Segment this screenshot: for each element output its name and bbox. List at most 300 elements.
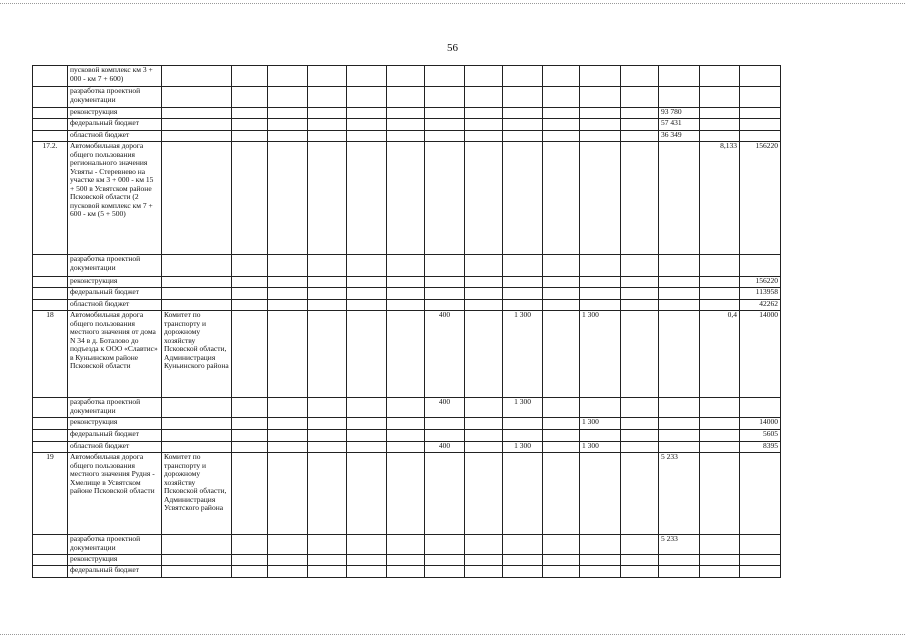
cell-empty [268, 442, 308, 453]
cell-v12 [580, 119, 621, 131]
cell-empty [465, 255, 503, 277]
cell-exec [162, 535, 232, 555]
cell-empty [621, 108, 659, 119]
cell-empty [621, 398, 659, 418]
cell-v11: 1 300 [503, 398, 543, 418]
cell-empty [465, 311, 503, 398]
cell-empty [543, 277, 580, 288]
cell-empty [387, 442, 425, 453]
cell-v11 [503, 66, 543, 87]
cell-v13 [659, 277, 700, 288]
cell-v13: 36 349 [659, 131, 700, 142]
cell-empty [543, 398, 580, 418]
cell-exec [162, 108, 232, 119]
cell-v12 [580, 131, 621, 142]
cell-v12 [580, 398, 621, 418]
cell-exec [162, 87, 232, 108]
cell-empty [621, 131, 659, 142]
cell-empty [308, 119, 347, 131]
cell-empty [387, 398, 425, 418]
cell-empty [543, 131, 580, 142]
cell-v14 [700, 418, 740, 430]
cell-v10: 400 [425, 398, 465, 418]
cell-empty [308, 566, 347, 578]
cell-empty [543, 87, 580, 108]
cell-empty [621, 119, 659, 131]
cell-name: реконструкция [68, 555, 162, 566]
cell-v10 [425, 453, 465, 535]
cell-empty [543, 535, 580, 555]
cell-v15: 113958 [740, 288, 781, 300]
cell-empty [387, 277, 425, 288]
cell-empty [308, 311, 347, 398]
cell-empty [308, 142, 347, 255]
cell-v14 [700, 566, 740, 578]
cell-v10 [425, 142, 465, 255]
cell-v13 [659, 430, 700, 442]
cell-empty [268, 277, 308, 288]
cell-empty [308, 288, 347, 300]
cell-v15: 14000 [740, 418, 781, 430]
cell-exec [162, 255, 232, 277]
cell-empty [308, 453, 347, 535]
cell-empty [347, 300, 387, 311]
cell-empty [347, 119, 387, 131]
cell-num [33, 255, 68, 277]
cell-empty [621, 453, 659, 535]
cell-exec [162, 300, 232, 311]
cell-v11: 1 300 [503, 442, 543, 453]
cell-empty [268, 300, 308, 311]
cell-v14 [700, 555, 740, 566]
table-row [33, 108, 781, 119]
cell-empty [465, 288, 503, 300]
cell-v15: 5605 [740, 430, 781, 442]
cell-empty [543, 142, 580, 255]
cell-empty [543, 442, 580, 453]
cell-empty [268, 453, 308, 535]
cell-empty [621, 300, 659, 311]
cell-num: 18 [33, 311, 68, 398]
cell-empty [308, 87, 347, 108]
cell-v13: 5 233 [659, 535, 700, 555]
cell-empty [621, 535, 659, 555]
cell-num: 19 [33, 453, 68, 535]
cell-exec [162, 566, 232, 578]
cell-num [33, 119, 68, 131]
cell-empty [347, 430, 387, 442]
cell-exec [162, 142, 232, 255]
cell-exec [162, 418, 232, 430]
cell-num [33, 66, 68, 87]
cell-exec: Комитет по транспорту и дорожному хозяйству Псковской области, Администрация Куньинского района [162, 311, 232, 398]
cell-empty [387, 566, 425, 578]
cell-empty [465, 535, 503, 555]
cell-empty [543, 255, 580, 277]
cell-v10 [425, 418, 465, 430]
cell-v15 [740, 566, 781, 578]
cell-empty [347, 255, 387, 277]
cell-empty [621, 255, 659, 277]
cell-empty [268, 311, 308, 398]
cell-name: реконструкция [68, 418, 162, 430]
cell-empty [268, 418, 308, 430]
cell-v13: 93 780 [659, 108, 700, 119]
cell-v12 [580, 66, 621, 87]
cell-empty [387, 131, 425, 142]
cell-v13 [659, 300, 700, 311]
cell-empty [543, 311, 580, 398]
cell-empty [543, 288, 580, 300]
table-row [33, 398, 781, 418]
cell-num [33, 566, 68, 578]
cell-v14 [700, 87, 740, 108]
cell-empty [621, 555, 659, 566]
cell-exec: Комитет по транспорту и дорожному хозяйству Псковской области, Администрация Усвятского района [162, 453, 232, 535]
cell-num: 17.2. [33, 142, 68, 255]
cell-empty [621, 311, 659, 398]
cell-empty [268, 131, 308, 142]
cell-empty [347, 555, 387, 566]
cell-name: Автомобильная дорога общего пользования местного значения от дома N 34 в д. Боталово до подъезда к ООО «Славтис» в Куньинском районе Псковской области [68, 311, 162, 398]
cell-empty [465, 277, 503, 288]
cell-name: областной бюджет [68, 300, 162, 311]
cell-v10: 400 [425, 442, 465, 453]
table-row [33, 311, 781, 398]
cell-empty [347, 442, 387, 453]
cell-empty [232, 535, 268, 555]
cell-v10 [425, 119, 465, 131]
cell-v15: 156220 [740, 277, 781, 288]
cell-num [33, 87, 68, 108]
cell-v13 [659, 398, 700, 418]
cell-num [33, 288, 68, 300]
cell-v12 [580, 430, 621, 442]
cell-exec [162, 119, 232, 131]
cell-v13 [659, 311, 700, 398]
cell-empty [465, 119, 503, 131]
cell-v10 [425, 131, 465, 142]
cell-v15 [740, 398, 781, 418]
cell-v15 [740, 255, 781, 277]
cell-exec [162, 398, 232, 418]
cell-empty [387, 453, 425, 535]
cell-v13 [659, 142, 700, 255]
cell-empty [232, 300, 268, 311]
cell-empty [387, 119, 425, 131]
cell-num [33, 131, 68, 142]
table-row [33, 453, 781, 535]
cell-v15 [740, 535, 781, 555]
cell-v14 [700, 288, 740, 300]
cell-empty [347, 142, 387, 255]
cell-v12 [580, 535, 621, 555]
cell-empty [387, 255, 425, 277]
cell-empty [268, 66, 308, 87]
cell-empty [232, 255, 268, 277]
cell-empty [347, 398, 387, 418]
cell-empty [268, 535, 308, 555]
cell-empty [387, 87, 425, 108]
cell-empty [621, 87, 659, 108]
cell-empty [543, 119, 580, 131]
table-row [33, 535, 781, 555]
cell-empty [268, 566, 308, 578]
cell-v14 [700, 398, 740, 418]
cell-v11 [503, 131, 543, 142]
cell-v11 [503, 418, 543, 430]
cell-v15 [740, 108, 781, 119]
table-row [33, 66, 781, 87]
cell-v15 [740, 453, 781, 535]
cell-name: разработка проектной документации [68, 255, 162, 277]
cell-v12 [580, 288, 621, 300]
cell-empty [543, 300, 580, 311]
cell-empty [465, 87, 503, 108]
cell-empty [268, 288, 308, 300]
cell-empty [232, 555, 268, 566]
cell-num [33, 300, 68, 311]
cell-v15: 156220 [740, 142, 781, 255]
cell-v12 [580, 453, 621, 535]
cell-v12 [580, 255, 621, 277]
cell-v10 [425, 555, 465, 566]
cell-empty [232, 398, 268, 418]
cell-empty [268, 398, 308, 418]
cell-num [33, 430, 68, 442]
cell-v14 [700, 535, 740, 555]
cell-empty [621, 418, 659, 430]
cell-empty [232, 442, 268, 453]
cell-v12 [580, 566, 621, 578]
cell-empty [621, 142, 659, 255]
cell-empty [387, 108, 425, 119]
cell-empty [232, 87, 268, 108]
cell-v15 [740, 555, 781, 566]
cell-v10 [425, 535, 465, 555]
cell-empty [308, 277, 347, 288]
cell-v12 [580, 555, 621, 566]
cell-empty [268, 255, 308, 277]
cell-empty [232, 66, 268, 87]
cell-v15 [740, 131, 781, 142]
cell-empty [347, 566, 387, 578]
cell-name: разработка проектной документации [68, 535, 162, 555]
cell-empty [347, 453, 387, 535]
cell-empty [387, 555, 425, 566]
cell-empty [347, 277, 387, 288]
cell-empty [387, 66, 425, 87]
cell-empty [232, 119, 268, 131]
cell-empty [308, 300, 347, 311]
cell-empty [308, 66, 347, 87]
cell-empty [465, 442, 503, 453]
cell-v12 [580, 87, 621, 108]
cell-empty [347, 418, 387, 430]
cell-empty [543, 430, 580, 442]
cell-v14: 8,133 [700, 142, 740, 255]
cell-v12: 1 300 [580, 442, 621, 453]
table-body [33, 66, 781, 578]
cell-num [33, 108, 68, 119]
cell-v10 [425, 566, 465, 578]
program-table [32, 65, 781, 578]
table-row [33, 442, 781, 453]
cell-v15: 8395 [740, 442, 781, 453]
table-row [33, 255, 781, 277]
cell-empty [621, 66, 659, 87]
cell-v13 [659, 442, 700, 453]
cell-v14 [700, 108, 740, 119]
cell-empty [268, 87, 308, 108]
cell-empty [465, 430, 503, 442]
cell-exec [162, 555, 232, 566]
cell-empty [232, 566, 268, 578]
cell-empty [347, 87, 387, 108]
cell-empty [308, 430, 347, 442]
cell-empty [232, 277, 268, 288]
cell-v10: 400 [425, 311, 465, 398]
cell-empty [308, 442, 347, 453]
cell-v14 [700, 430, 740, 442]
cell-v13 [659, 87, 700, 108]
cell-v15 [740, 66, 781, 87]
cell-v10 [425, 66, 465, 87]
cell-num [33, 277, 68, 288]
cell-empty [465, 555, 503, 566]
cell-v13 [659, 566, 700, 578]
cell-empty [308, 555, 347, 566]
cell-v12 [580, 108, 621, 119]
cell-empty [347, 535, 387, 555]
cell-name: реконструкция [68, 108, 162, 119]
cell-empty [465, 566, 503, 578]
cell-v11 [503, 430, 543, 442]
cell-v10 [425, 430, 465, 442]
cell-empty [268, 108, 308, 119]
cell-exec [162, 442, 232, 453]
cell-num [33, 555, 68, 566]
cell-v13 [659, 418, 700, 430]
cell-num [33, 535, 68, 555]
cell-empty [347, 66, 387, 87]
cell-v11 [503, 119, 543, 131]
cell-empty [465, 131, 503, 142]
cell-empty [543, 453, 580, 535]
scan-edge-bottom [0, 634, 905, 635]
cell-v11 [503, 555, 543, 566]
cell-num [33, 442, 68, 453]
cell-v11 [503, 566, 543, 578]
cell-empty [465, 66, 503, 87]
table-row [33, 131, 781, 142]
cell-name: реконструкция [68, 277, 162, 288]
cell-v15 [740, 119, 781, 131]
cell-v13: 57 431 [659, 119, 700, 131]
cell-v10 [425, 255, 465, 277]
cell-empty [621, 277, 659, 288]
table-row [33, 119, 781, 131]
cell-empty [308, 535, 347, 555]
cell-empty [347, 108, 387, 119]
cell-empty [543, 108, 580, 119]
cell-empty [465, 453, 503, 535]
cell-empty [268, 555, 308, 566]
cell-empty [543, 66, 580, 87]
cell-exec [162, 277, 232, 288]
cell-v14 [700, 300, 740, 311]
cell-name: федеральный бюджет [68, 430, 162, 442]
cell-empty [621, 566, 659, 578]
cell-empty [232, 142, 268, 255]
cell-v12: 1 300 [580, 311, 621, 398]
table-row [33, 430, 781, 442]
cell-v12: 1 300 [580, 418, 621, 430]
table-row [33, 418, 781, 430]
cell-empty [465, 142, 503, 255]
cell-v12 [580, 300, 621, 311]
cell-empty [308, 131, 347, 142]
cell-empty [308, 398, 347, 418]
cell-v14 [700, 255, 740, 277]
cell-v10 [425, 300, 465, 311]
cell-empty [268, 142, 308, 255]
cell-v13: 5 233 [659, 453, 700, 535]
cell-name: разработка проектной документации [68, 398, 162, 418]
cell-v11 [503, 277, 543, 288]
cell-v10 [425, 277, 465, 288]
cell-v15 [740, 87, 781, 108]
cell-v13 [659, 555, 700, 566]
table-row [33, 142, 781, 255]
cell-empty [465, 418, 503, 430]
page-number: 56 [447, 42, 458, 54]
cell-empty [232, 418, 268, 430]
cell-v15: 14000 [740, 311, 781, 398]
cell-empty [621, 430, 659, 442]
cell-empty [465, 300, 503, 311]
cell-empty [268, 430, 308, 442]
cell-v14 [700, 131, 740, 142]
cell-v11 [503, 453, 543, 535]
cell-v14: 0,4 [700, 311, 740, 398]
cell-v11 [503, 288, 543, 300]
cell-v11 [503, 87, 543, 108]
table-row [33, 300, 781, 311]
cell-v14 [700, 119, 740, 131]
cell-v12 [580, 142, 621, 255]
cell-num [33, 418, 68, 430]
cell-v13 [659, 288, 700, 300]
cell-name: областной бюджет [68, 131, 162, 142]
cell-v12 [580, 277, 621, 288]
cell-exec [162, 131, 232, 142]
cell-v10 [425, 288, 465, 300]
cell-empty [387, 300, 425, 311]
cell-empty [308, 418, 347, 430]
cell-empty [347, 311, 387, 398]
cell-empty [387, 430, 425, 442]
cell-v10 [425, 108, 465, 119]
cell-v11 [503, 300, 543, 311]
cell-empty [387, 535, 425, 555]
cell-empty [232, 108, 268, 119]
cell-v14 [700, 453, 740, 535]
cell-exec [162, 288, 232, 300]
cell-empty [308, 255, 347, 277]
cell-name: федеральный бюджет [68, 566, 162, 578]
cell-name: федеральный бюджет [68, 119, 162, 131]
